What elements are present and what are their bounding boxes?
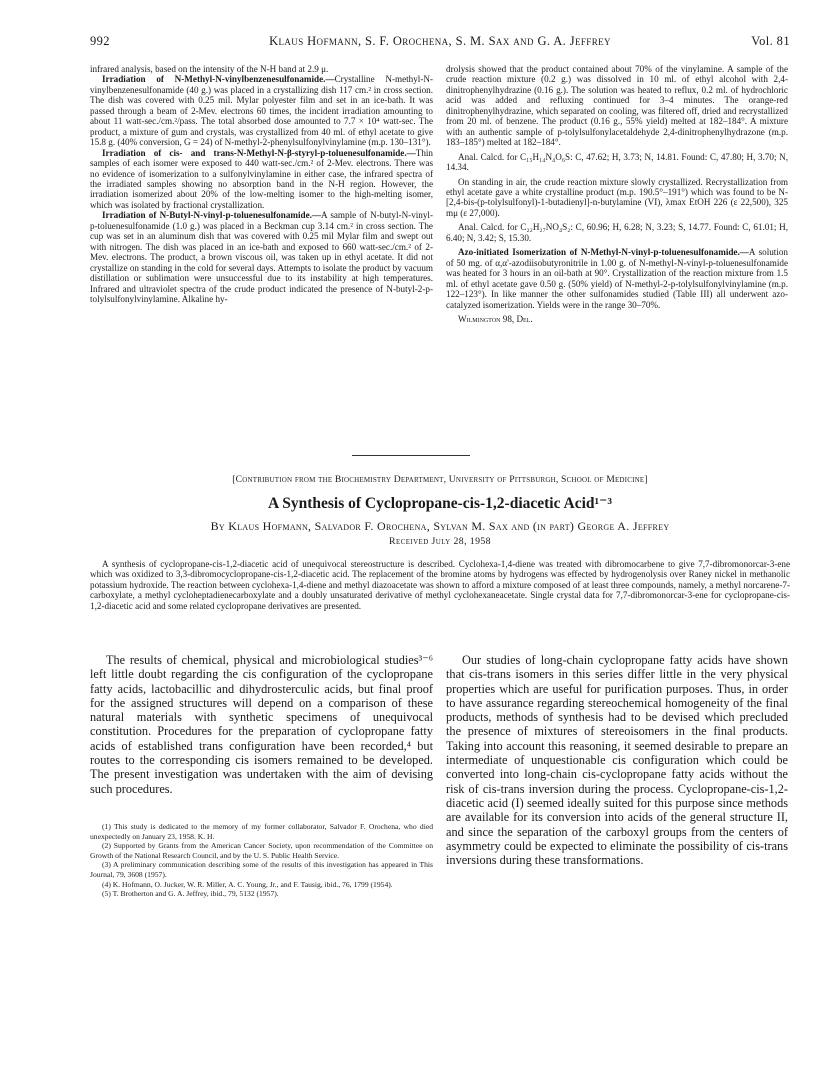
body-column-2 bbox=[446, 653, 788, 867]
contribution-line: [Contribution from the Biochemistry Department, University of Pittsburgh, School of Medicine] bbox=[232, 474, 648, 485]
abstract bbox=[90, 559, 790, 611]
author-line: By Klaus Hofmann, Salvador F. Orochena, Sylvan M. Sax and (in part) George A. Jeffrey bbox=[210, 519, 670, 533]
paragraph: Our studies of long-chain cyclopropane fatty acids have shown that cis-trans isomers in this series differ little in the very physical properties which are useful for purification purposes. Thus, in order to have assurance regarding stereochemical homogeneity of the final products, methods of synthesis had to be devised which precluded the presence of mixtures of stereoisomers in the final products. Taking into account this reasoning, it seemed desirable to prepare an intermediate of unquestionable cis configuration which could be converted into long-chain cis-cyclopropane fatty acids without the risk of cis-trans inversion during the process. Cyclopropane-cis-1,2-diacetic acid (I) seemed ideally suited for this purpose since methods are available for its conversion into acids of the general structure II, and since the separation of the carboxyl groups from the centers of asymmetry could be expected to eliminate the possibility of cis-trans inversions during these transformations. bbox=[446, 653, 788, 868]
abstract-text: A synthesis of cyclopropane-cis-1,2-diacetic acid of unequivocal stereostructure is described. Cyclohexa-1,4-diene was treated with dibromocarbene to give 7,7-dibromonorcar-3-ene which was oxidized to 3,3-dibromocyclopropane-cis-1,2-diacetic acid. The replacement of the bromine atoms by hydrogens was effected by hydrogenolysis over Raney nickel in methanolic potassium hydroxide. The reaction between cyclohexa-1,4-diene and methyl diazoacetate was shown to afford a mixture composed of at least three compounds, namely, a methyl norcarene-7-carboxylate, a methyl cycloheptadienecarboxylate and a doubly unsaturated derivative of methyl cyclohexaneacetate. Single crystal data for 7,7-dibromonorcar-3-ene for cyclopropane-cis-1,2-diacetic acid and some related cyclopropane derivatives are presented. bbox=[90, 559, 790, 611]
body-column-1 bbox=[90, 653, 433, 796]
footnote: (2) Supported by Grants from the American Cancer Society, upon recommendation of the Committee on Growth of the National Research Council, and by the U. S. Public Health Service. bbox=[90, 841, 433, 860]
footnote: (4) K. Hofmann, O. Jucker, W. R. Miller, A. C. Young, Jr., and F. Tausig, ibid., 76, 1799 (1954). bbox=[102, 879, 393, 889]
paragraph: The results of chemical, physical and microbiological studies³⁻⁶ left little doubt regarding the cis configuration of the cyclopropane fatty acids, lactobacillic and dihydrosterculic acids, but final proof for the assigned structures will depend on a comparison of these natural materials with synthetic specimens of unequivocal constitution. Procedures for the preparation of cyclopropane fatty acids of established trans configuration have been recorded,⁴ but routes to the corresponding cis isomers remained to be developed. The present investigation was undertaken with the aim of devising such procedures. bbox=[90, 653, 433, 796]
footnote: (1) This study is dedicated to the memory of my former collaborator, Salvador F. Orochena, who died unexpectedly on January 23, 1958. K. H. bbox=[90, 822, 433, 841]
footnote: (3) A preliminary communication describing some of the results of this investigation has appeared in This Journal, 79, 3608 (1957). bbox=[90, 860, 433, 879]
analysis-line: Anal. Calcd. for C₂₂H₂₇NO₄S₂: C, 60.96; H, 6.28; N, 3.23; S, 14.77. Found: C, 61.01; H, 6.40; N, 3.42; S, 15.30. bbox=[446, 222, 788, 243]
analysis-line: Anal. Calcd. for C₁₅H₁₄N₄O₆S: C, 47.62; H, 3.73; N, 14.81. Found: C, 47.80; H, 3.70; N, 14.34. bbox=[446, 151, 788, 173]
section-heading: Azo-initiated Isomerization of N-Methyl-N-vinyl-p-toluenesulfonamide.— bbox=[458, 247, 749, 258]
footnotes bbox=[90, 822, 433, 899]
paragraph: infrared analysis, based on the intensity of the N-H band at 2.9 μ. bbox=[90, 64, 329, 74]
page-number: 992 bbox=[90, 34, 110, 48]
volume-label: Vol. 81 bbox=[751, 34, 790, 48]
prev-article-column-2 bbox=[446, 64, 788, 324]
paragraph: Thin samples of each isomer were exposed to 440 watt-sec./cm.² of 2-Mev. electrons. There was no evidence of isomerization to a sulfonylvinylamine in either case, the infrared spectra of the irradiated samples showing no absorption band in the N-H region. However, the irradiation isomerized about 20% of the low-melting isomer to the high-melting isomer, which was isolated by fractional crystallization. bbox=[90, 147, 433, 210]
prev-article-column-1 bbox=[90, 64, 433, 304]
paragraph: On standing in air, the crude reaction mixture slowly crystallized. Recrystallization from ethyl acetate gave a white crystalline product (m.p. 190.5°–191°) which was found to be N-[2,4-bis-(p-tolylsulfonyl)-1-butadienyl]-n-butylamine (VI), λmax EtOH 226 (ε 22,500), 325 mμ (ε 27,000). bbox=[446, 176, 788, 218]
location-line: Wilmington 98, Del. bbox=[458, 313, 533, 324]
paragraph: A solution of 50 mg. of α,α'-azodiisobutyronitrile in 1.00 g. of N-methyl-N-vinyl-p-toluenesulfonamide was heated for 3 hours in an oil-bath at 90°. Crystallization of the reaction mixture from 1.5 ml. of ethyl acetate gave 0.50 g. (50% yield) of N-methyl-2-p-tolylsulfonylvinylamine (m.p. 122–123°). In like manner the other sulfonamides studied (Table III) all underwent azo-catalyzed isomerization. Yields were in the range 30–70%. bbox=[446, 247, 788, 310]
running-head: Klaus Hofmann, S. F. Orochena, S. M. Sax and G. A. Jeffrey bbox=[269, 34, 611, 48]
section-heading: Irradiation of N-Methyl-N-vinylbenzenesulfonamide.— bbox=[102, 74, 335, 85]
received-date: Received July 28, 1958 bbox=[389, 536, 491, 547]
article-title: A Synthesis of Cyclopropane-cis-1,2-diacetic Acid¹⁻³ bbox=[268, 495, 612, 512]
footnote: (5) T. Brotherton and G. A. Jeffrey, ibid., 79, 5132 (1957). bbox=[102, 889, 279, 899]
section-heading: Irradiation of N-Butyl-N-vinyl-p-toluenesulfonamide.— bbox=[102, 210, 322, 221]
section-divider bbox=[352, 455, 470, 456]
paragraph: Crystalline N-methyl-N-vinylbenzenesulfonamide (40 g.) was placed in a crystallizing dish 117 cm.² in cross section. The dish was covered with 0.25 mil. Mylar polyester film and set in an ice-bath. It was passed through a beam of 2-Mev. electrons 60 times, the incident irradiation amounting to about 11 watt-sec./cm.²/pass. The total absorbed dose amounted to 7.7 × 10⁴ watt-sec. The product, a mixture of gum and crystals, was crystallized from 40 ml. of ethyl acetate to give 15.8 g. (40% conversion, G = 24) of N-methyl-2-phenylsulfonylvinylamine (m.p. 130–131°). bbox=[90, 74, 433, 148]
page-header bbox=[90, 34, 790, 52]
section-heading: Irradiation of cis- and trans-N-Methyl-N-β-styryl-p-toluenesulfonamide.— bbox=[102, 147, 416, 158]
paragraph: A sample of N-butyl-N-vinyl-p-toluenesulfonamide (1.0 g.) was placed in a Beckman cup 3.14 cm.² in cross section. The cup was set in an aluminum dish that was covered with 0.25 mil Mylar film and swept out with nitrogen. The dish was placed in an ice-bath and exposed to 660 watt-sec./cm.² of 2-Mev. electrons. The product, a brown viscous oil, was taken up in ethyl acetate. It did not crystallize on standing in the cold for several days. Attempts to isolate the product by vacuum distillation or sublimation were unsuccessful due to its instability at high temperatures. Infrared and ultraviolet spectra of the crude product indicated the presence of N-butyl-2-p-tolylsulfonylvinylamine. Alkaline hy- bbox=[90, 210, 433, 304]
paragraph: drolysis showed that the product contained about 70% of the vinylamine. A sample of the crude reaction mixture (0.2 g.) was dissolved in 10 ml. of ethyl alcohol with 2,4-dinitrophenylhydrazine (0.16 g.). The solution was heated to reflux, 0.2 ml. of hydrochloric acid was added and refluxing continued for 3–4 minutes. The orange-red dinitrophenylhydrazine, which separated on cooling, was filtered off, dried and recrystallized from 20 ml. of benzene. The product (0.16 g., 55% yield) melted at 182–184°. A mixture with an authentic sample of p-tolylsulfonylacetaldehyde 2,4-dinitrophenylhydrazone (m.p. 183–185°) melted at 182–184°. bbox=[446, 64, 788, 148]
